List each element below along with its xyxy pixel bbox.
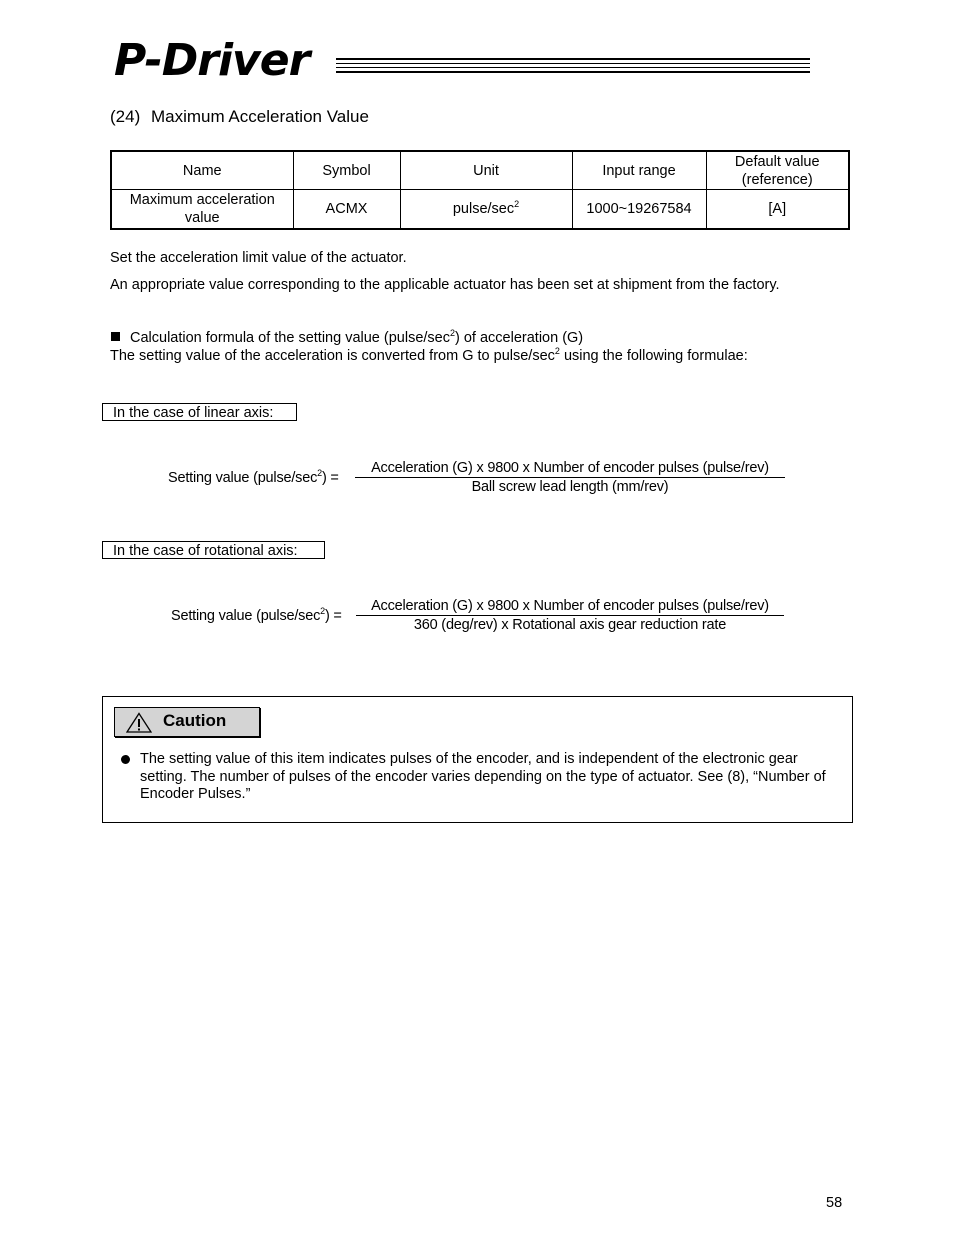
- calc-heading-b: ) of acceleration (G): [455, 330, 584, 346]
- calc-description-a: The setting value of the acceleration is converted from G to pulse/sec: [110, 348, 555, 364]
- linear-axis-label: In the case of linear axis:: [102, 403, 297, 421]
- cell-input-range: 1000~19267584: [572, 190, 706, 230]
- calc-description: [110, 348, 748, 364]
- linear-lhs-b: ) =: [321, 470, 339, 486]
- warning-triangle-icon: [126, 712, 152, 733]
- section-title: [110, 107, 369, 127]
- square-bullet-icon: [111, 332, 120, 341]
- caution-tag: [114, 707, 260, 737]
- header-unit: Unit: [400, 151, 572, 190]
- rotational-formula-lhs: [171, 608, 342, 624]
- header-name: Name: [111, 151, 293, 190]
- rotational-denominator: 360 (deg/rev) x Rotational axis gear reduction rate: [413, 617, 727, 633]
- caution-title: Caution: [163, 711, 227, 730]
- header-input-range: Input range: [572, 151, 706, 190]
- cell-unit-exp: 2: [514, 199, 520, 209]
- parameter-table: [110, 150, 850, 230]
- cell-unit: [400, 190, 572, 230]
- logo-text: P-Driver: [114, 35, 310, 86]
- calc-heading: [110, 330, 583, 346]
- description-line-1: Set the acceleration limit value of the actuator.: [110, 250, 407, 266]
- linear-formula-fraction: [355, 460, 785, 495]
- calc-heading-a: Calculation formula of the setting value (pulse/sec: [130, 330, 450, 346]
- rotational-lhs-exp: 2: [320, 606, 325, 616]
- linear-formula-lhs: [168, 470, 339, 486]
- description-line-2: An appropriate value corresponding to the applicable actuator has been set at shipment from the factory.: [110, 277, 780, 293]
- calc-description-exp: 2: [554, 346, 560, 356]
- cell-name-line1: Maximum acceleration: [129, 192, 275, 208]
- section-title-text: Maximum Acceleration Value: [150, 107, 369, 126]
- pdriver-logo: [114, 36, 339, 86]
- linear-denominator: Ball screw lead length (mm/rev): [471, 479, 669, 495]
- round-bullet-icon: [121, 755, 130, 764]
- cell-unit-base: pulse/sec: [452, 201, 515, 217]
- header-rule: [336, 58, 810, 76]
- section-number: (24): [110, 107, 141, 126]
- header-default-line2: (reference): [741, 171, 813, 188]
- header-default-line1: Default value: [734, 153, 820, 170]
- table-row: [111, 190, 849, 230]
- table-header-row: [111, 151, 849, 190]
- cell-name: [111, 190, 293, 230]
- cell-symbol: ACMX: [293, 190, 400, 230]
- caution-text: The setting value of this item indicates pulses of the encoder, and is independent of the electronic gear setting. The number of pulses of the encoder varies depending on the type of actuator. See (8), “Number of Encoder Pulses.”: [140, 751, 826, 802]
- linear-lhs-a: Setting value (pulse/sec: [168, 470, 318, 486]
- cell-name-line2: value: [184, 210, 220, 226]
- header-symbol: Symbol: [293, 151, 400, 190]
- page-number: 58: [826, 1195, 843, 1211]
- cell-default: [A]: [706, 190, 849, 230]
- calc-description-b: using the following formulae:: [559, 348, 748, 364]
- rotational-lhs-a: Setting value (pulse/sec: [171, 608, 321, 624]
- rotational-axis-label: In the case of rotational axis:: [102, 541, 325, 559]
- rotational-formula-fraction: [356, 598, 784, 633]
- calc-heading-exp: 2: [449, 328, 455, 338]
- rotational-numerator: Acceleration (G) x 9800 x Number of encoder pulses (pulse/rev): [356, 598, 784, 616]
- rotational-lhs-b: ) =: [324, 608, 342, 624]
- linear-lhs-exp: 2: [317, 468, 322, 478]
- linear-numerator: Acceleration (G) x 9800 x Number of encoder pulses (pulse/rev): [355, 460, 785, 478]
- header-default: [706, 151, 849, 190]
